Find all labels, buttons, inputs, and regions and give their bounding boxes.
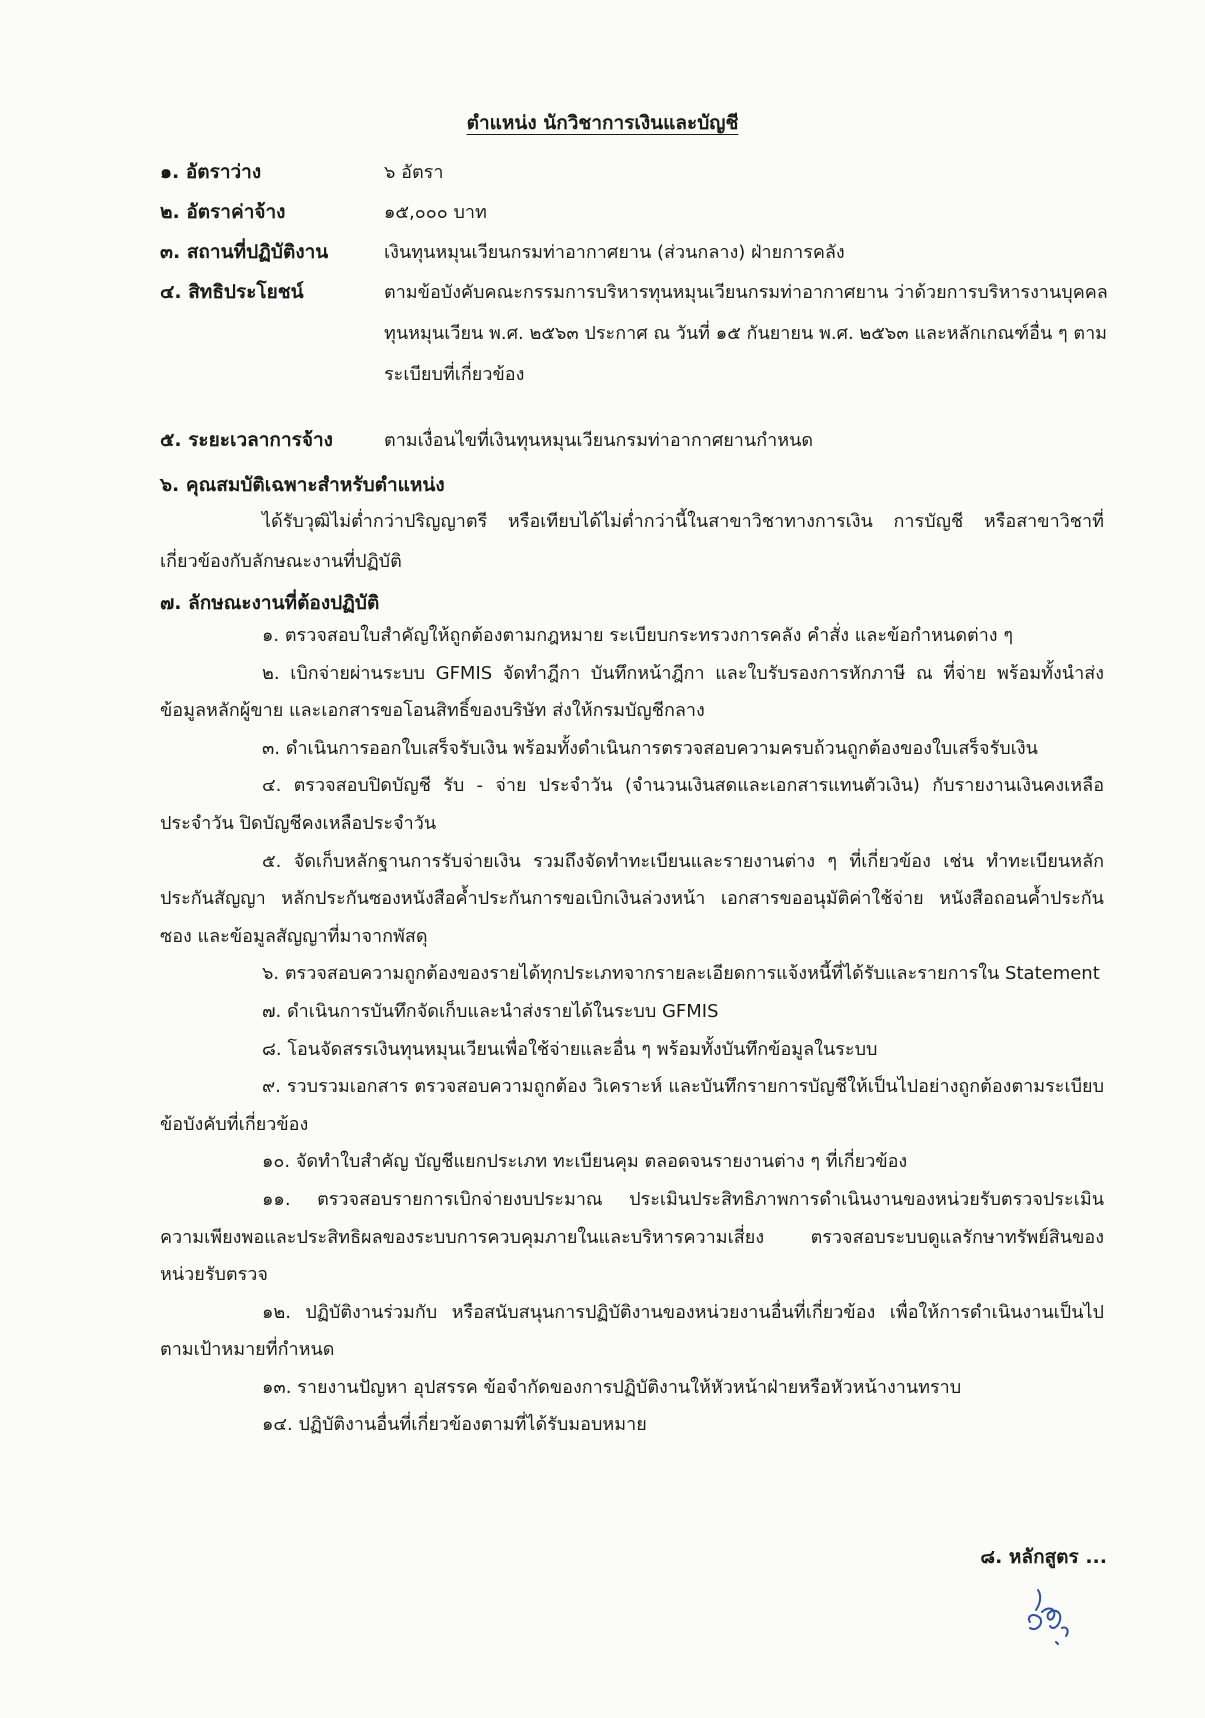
list-item: ๑๒. ปฏิบัติงานร่วมกับ หรือสนับสนุนการปฏิบัติงานของหน่วยงานอื่นที่เกี่ยวข้อง เพื่อให้การดำเนินงานเป็นไปตามเป้าหมายที่กำหนด — [160, 1301, 1104, 1361]
list-item: ๖. ตรวจสอบความถูกต้องของรายได้ทุกประเภทจากรายละเอียดการแจ้งหนี้ที่ได้รับและรายการใน Statement — [262, 963, 1100, 985]
field-value: ๑๕,๐๐๐ บาท — [384, 202, 487, 223]
duties-heading: ๗. ลักษณะงานที่ต้องปฏิบัติ — [160, 592, 380, 614]
list-item: ๗. ดำเนินการบันทึกจัดเก็บและนำส่งรายได้ในระบบ GFMIS — [262, 1000, 719, 1022]
qualification-text: ได้รับวุฒิไม่ต่ำกว่าปริญญาตรี หรือเทียบได้ไม่ต่ำกว่านี้ในสาขาวิชาทางการเงิน การบัญชี หรือสาขาวิชาที่เกี่ยวข้องกับลักษณะงานที่ปฏิบัติ — [160, 511, 1104, 572]
field-label: ๒. อัตราค่าจ้าง — [160, 201, 286, 223]
field-value: ตามข้อบังคับคณะกรรมการบริหารทุนหมุนเวียนกรมท่าอากาศยาน ว่าด้วยการบริหารงานบุคคลทุนหมุนเวียน พ.ศ. ๒๕๖๓ ประกาศ ณ วันที่ ๑๕ กันยายน พ.ศ. ๒๕๖๓ และหลักเกณฑ์อื่น ๆ ตามระเบียบที่เกี่ยวข้อง — [384, 282, 1108, 385]
field-label: ๓. สถานที่ปฏิบัติงาน — [160, 241, 329, 263]
field-value: ๖ อัตรา — [384, 162, 444, 183]
list-item: ๓. ดำเนินการออกใบเสร็จรับเงิน พร้อมทั้งดำเนินการตรวจสอบความครบถ้วนถูกต้องของใบเสร็จรับเงิน — [262, 737, 1038, 759]
list-item: ๙. รวบรวมเอกสาร ตรวจสอบความถูกต้อง วิเคราะห์ และบันทึกรายการบัญชีให้เป็นไปอย่างถูกต้องตามระเบียบข้อบังคับที่เกี่ยวข้อง — [160, 1076, 1104, 1135]
list-item: ๑๑. ตรวจสอบรายการเบิกจ่ายงบประมาณ ประเมินประสิทธิภาพการดำเนินงานของหน่วยรับตรวจประเมินความเพียงพอและประสิทธิผลของระบบการควบคุมภายในและบริหารความเสี่ยง ตรวจสอบระบบดูแลรักษาทรัพย์สินของหน่วยรับตรวจ — [160, 1188, 1104, 1286]
duties-list — [160, 617, 1104, 1444]
page-title: ตำแหน่ง นักวิชาการเงินและบัญชี — [466, 112, 739, 134]
qualification-heading: ๖. คุณสมบัติเฉพาะสำหรับตำแหน่ง — [160, 474, 445, 496]
list-item: ๕. จัดเก็บหลักฐานการรับจ่ายเงิน รวมถึงจัดทำทะเบียนและรายงานต่าง ๆ ที่เกี่ยวข้อง เช่น ทำทะเบียนหลักประกันสัญญา หลักประกันซองหนังสือค้ำประกันการขอเบิกเงินล่วงหน้า เอกสารขออนุมัติค่าใช้จ่าย หนังสือถอนค้ำประกันซอง และข้อมูลสัญญาที่มาจากพัสดุ — [160, 850, 1104, 947]
field-value: ตามเงื่อนไขที่เงินทุนหมุนเวียนกรมท่าอากาศยานกำหนด — [384, 430, 814, 451]
next-page-reference: ๘. หลักสูตร ... — [980, 1546, 1107, 1568]
field-label: ๑. อัตราว่าง — [160, 161, 262, 183]
list-item: ๒. เบิกจ่ายผ่านระบบ GFMIS จัดทำฎีกา บันทึกหน้าฎีกา และใบรับรองการหักภาษี ณ ที่จ่าย พร้อมทั้งนำส่งข้อมูลหลักผู้ขาย และเอกสารขอโอนสิทธิ์ของบริษัท ส่งให้กรมบัญชีกลาง — [160, 662, 1104, 722]
list-item: ๑๓. รายงานปัญหา อุปสรรค ข้อจำกัดของการปฏิบัติงานให้หัวหน้าฝ่ายหรือหัวหน้างานทราบ — [262, 1376, 962, 1398]
field-value: เงินทุนหมุนเวียนกรมท่าอากาศยาน (ส่วนกลาง) ฝ่ายการคลัง — [384, 242, 845, 263]
list-item: ๑๐. จัดทำใบสำคัญ บัญชีแยกประเภท ทะเบียนคุม ตลอดจนรายงานต่าง ๆ ที่เกี่ยวข้อง — [262, 1151, 908, 1173]
list-item: ๔. ตรวจสอบปิดบัญชี รับ - จ่าย ประจำวัน (จำนวนเงินสดและเอกสารแทนตัวเงิน) กับรายงานเงินคงเหลือประจำวัน ปิดบัญชีคงเหลือประจำวัน — [160, 775, 1104, 834]
list-item: ๑๔. ปฏิบัติงานอื่นที่เกี่ยวข้องตามที่ได้รับมอบหมาย — [262, 1414, 647, 1436]
field-label: ๕. ระยะเวลาการจ้าง — [160, 429, 333, 451]
list-item: ๘. โอนจัดสรรเงินทุนหมุนเวียนเพื่อใช้จ่ายและอื่น ๆ พร้อมทั้งบันทึกข้อมูลในระบบ — [262, 1038, 878, 1060]
list-item: ๑. ตรวจสอบใบสำคัญให้ถูกต้องตามกฎหมาย ระเบียบกระทรวงการคลัง คำสั่ง และข้อกำหนดต่าง ๆ — [262, 625, 1013, 646]
field-label: ๔. สิทธิประโยชน์ — [160, 281, 304, 303]
handwritten-initials-icon — [1016, 1582, 1086, 1652]
